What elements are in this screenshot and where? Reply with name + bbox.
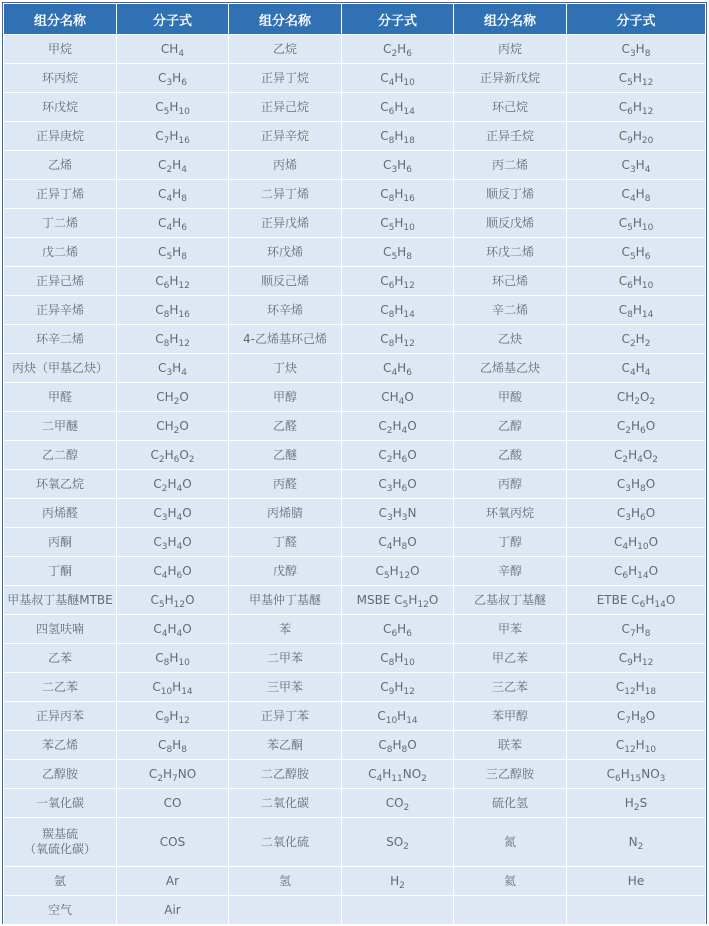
molecular-formula-cell: $C_8H_{16}$: [117, 296, 229, 325]
molecular-formula-cell: $C_9H_{12}$: [342, 673, 454, 702]
molecular-formula-cell: $C_3H_8$: [567, 35, 706, 64]
table-row: [4, 296, 706, 325]
molecular-formula-cell: $C_3H_8O$: [567, 470, 706, 499]
molecular-formula-cell: Air: [117, 896, 229, 925]
component-name-cell: 三乙苯: [454, 673, 567, 702]
table-row: [4, 354, 706, 383]
molecular-formula-cell: $C_4H_{11}NO_2$: [342, 760, 454, 789]
table-row: [4, 93, 706, 122]
table-row: [4, 557, 706, 586]
molecular-formula-cell: $C_4H_{10}O$: [567, 528, 706, 557]
component-name-cell: 正异戊烯: [229, 209, 342, 238]
component-name-cell: 空气: [4, 896, 117, 925]
molecular-formula-cell: $C_2H_6O$: [567, 412, 706, 441]
table-row: [4, 180, 706, 209]
molecular-formula-cell: $C_3H_4O$: [117, 528, 229, 557]
component-name-cell: 环辛二烯: [4, 325, 117, 354]
molecular-formula-cell: MSBE $C_5H_{12}O$: [342, 586, 454, 615]
molecular-formula-cell: COS: [117, 818, 229, 867]
molecular-formula-cell: [567, 896, 706, 925]
component-name-cell: 乙烯基乙炔: [454, 354, 567, 383]
molecular-formula-cell: $CH_2O$: [117, 412, 229, 441]
component-name-cell: 丙烯: [229, 151, 342, 180]
component-name-cell: 丙烷: [454, 35, 567, 64]
molecular-formula-cell: $C_5H_{12}O$: [117, 586, 229, 615]
component-name-cell: 丙酮: [4, 528, 117, 557]
molecular-formula-cell: $C_7H_8O$: [567, 702, 706, 731]
molecular-formula-cell: $C_8H_{12}$: [342, 325, 454, 354]
molecular-formula-cell: $C_5H_8$: [117, 238, 229, 267]
table-body: [4, 35, 706, 925]
component-name-cell: 环戊烯: [229, 238, 342, 267]
component-name-cell: 乙烯: [4, 151, 117, 180]
molecular-formula-cell: $C_8H_8O$: [342, 731, 454, 760]
header-component-name-2: 组分名称: [229, 4, 342, 35]
molecular-formula-cell: $C_4H_6$: [342, 354, 454, 383]
molecular-formula-cell: $C_2H_6O_2$: [117, 441, 229, 470]
molecular-formula-cell: $C_2H_4O$: [342, 412, 454, 441]
component-name-cell: [229, 896, 342, 925]
molecular-formula-cell: $C_{12}H_{18}$: [567, 673, 706, 702]
component-name-cell: 丁醇: [454, 528, 567, 557]
component-name-cell: 丁酮: [4, 557, 117, 586]
component-name-cell: 乙苯: [4, 644, 117, 673]
molecular-formula-cell: $CH_2O$: [117, 383, 229, 412]
molecular-formula-cell: $C_7H_8$: [567, 615, 706, 644]
table-row: [4, 499, 706, 528]
table-row: [4, 867, 706, 896]
component-name-cell: 丁醛: [229, 528, 342, 557]
molecular-formula-cell: $C_5H_6$: [567, 238, 706, 267]
molecular-formula-cell: $C_3H_6O$: [567, 499, 706, 528]
table-row: [4, 673, 706, 702]
molecular-formula-cell: $C_3H_4$: [117, 354, 229, 383]
component-name-cell: 正异丙苯: [4, 702, 117, 731]
component-name-cell: 乙醇: [454, 412, 567, 441]
molecular-formula-cell: $C_4H_6O$: [117, 557, 229, 586]
table-row: [4, 35, 706, 64]
table-row: [4, 267, 706, 296]
molecular-formula-cell: $CH_4O$: [342, 383, 454, 412]
table-row: [4, 238, 706, 267]
molecular-formula-cell: $C_9H_{12}$: [117, 702, 229, 731]
molecular-formula-cell: $C_8H_8$: [117, 731, 229, 760]
molecular-formula-cell: $C_2H_4O$: [117, 470, 229, 499]
component-name-cell: 丙醇: [454, 470, 567, 499]
component-name-cell: 苯甲醇: [454, 702, 567, 731]
component-name-cell: 硫化氢: [454, 789, 567, 818]
molecular-formula-cell: $C_4H_{10}$: [342, 64, 454, 93]
molecular-formula-cell: $C_6H_6$: [342, 615, 454, 644]
component-name-cell: 甲烷: [4, 35, 117, 64]
component-name-cell: 二甲醚: [4, 412, 117, 441]
component-name-cell: 4-乙烯基环己烯: [229, 325, 342, 354]
component-name-cell: 丙炔（甲基乙炔）: [4, 354, 117, 383]
molecular-formula-cell: $C_3H_3N$: [342, 499, 454, 528]
molecular-formula-cell: $C_4H_6$: [117, 209, 229, 238]
table-row: [4, 818, 706, 867]
component-name-cell: 环己烷: [454, 93, 567, 122]
gas-component-table: [3, 3, 706, 925]
component-name-cell: 正异辛烷: [229, 122, 342, 151]
table-row: [4, 470, 706, 499]
component-name-cell: 环氧乙烷: [4, 470, 117, 499]
component-name-cell: 环氧丙烷: [454, 499, 567, 528]
molecular-formula-cell: ETBE $C_6H_{14}O$: [567, 586, 706, 615]
component-name-cell: 丙烯醛: [4, 499, 117, 528]
molecular-formula-cell: $C_9H_{12}$: [567, 644, 706, 673]
component-name-cell: 环戊烷: [4, 93, 117, 122]
component-name-cell: 二氧化硫: [229, 818, 342, 867]
component-name-cell: 正异丁烯: [4, 180, 117, 209]
component-name-cell: 正异庚烷: [4, 122, 117, 151]
component-name-cell: 正异壬烷: [454, 122, 567, 151]
component-name-cell: 氮: [454, 818, 567, 867]
molecular-formula-cell: $C_8H_{14}$: [567, 296, 706, 325]
component-name-cell: 正异丁烷: [229, 64, 342, 93]
molecular-formula-cell: $C_4H_4$: [567, 354, 706, 383]
component-name-cell: 苯: [229, 615, 342, 644]
table-row: [4, 122, 706, 151]
table-row: [4, 325, 706, 354]
molecular-formula-cell: $C_5H_{10}$: [567, 209, 706, 238]
component-name-cell: 环戊二烯: [454, 238, 567, 267]
molecular-formula-cell: $C_{12}H_{10}$: [567, 731, 706, 760]
component-name-cell: 甲基叔丁基醚MTBE: [4, 586, 117, 615]
table-row: [4, 760, 706, 789]
molecular-formula-cell: $C_6H_{10}$: [567, 267, 706, 296]
component-name-cell: 甲醇: [229, 383, 342, 412]
molecular-formula-cell: He: [567, 867, 706, 896]
component-name-cell: 一氧化碳: [4, 789, 117, 818]
component-name-cell: 三乙醇胺: [454, 760, 567, 789]
component-name-cell: 丙二烯: [454, 151, 567, 180]
table-row: [4, 441, 706, 470]
molecular-formula-cell: $C_5H_{12}O$: [342, 557, 454, 586]
molecular-formula-cell: $C_6H_{14}O$: [567, 557, 706, 586]
molecular-formula-cell: $CH_2O_2$: [567, 383, 706, 412]
component-name-cell: 二乙醇胺: [229, 760, 342, 789]
table-row: [4, 615, 706, 644]
component-name-cell: [454, 896, 567, 925]
molecular-formula-cell: $C_5H_8$: [342, 238, 454, 267]
component-name-cell: 丙醛: [229, 470, 342, 499]
molecular-formula-cell: $C_8H_{16}$: [342, 180, 454, 209]
component-name-cell: 甲苯: [454, 615, 567, 644]
table-row: [4, 151, 706, 180]
component-name-cell: 氦: [454, 867, 567, 896]
component-name-cell: 二甲苯: [229, 644, 342, 673]
component-name-cell: 正异己烷: [229, 93, 342, 122]
molecular-formula-cell: $CO_2$: [342, 789, 454, 818]
molecular-formula-cell: $C_{10}H_{14}$: [117, 673, 229, 702]
component-name-cell: 甲醛: [4, 383, 117, 412]
molecular-formula-cell: $C_2H_2$: [567, 325, 706, 354]
table-row: [4, 731, 706, 760]
component-name-cell: 二氧化碳: [229, 789, 342, 818]
molecular-formula-cell: $C_7H_{16}$: [117, 122, 229, 151]
molecular-formula-cell: $C_4H_8$: [567, 180, 706, 209]
molecular-formula-cell: $C_8H_{10}$: [342, 644, 454, 673]
molecular-formula-cell: $C_6H_{14}$: [342, 93, 454, 122]
component-name-cell: 乙烷: [229, 35, 342, 64]
molecular-formula-cell: $C_8H_{18}$: [342, 122, 454, 151]
table-row: [4, 702, 706, 731]
molecular-formula-cell: $C_6H_{15}NO_3$: [567, 760, 706, 789]
component-name-cell: 二异丁烯: [229, 180, 342, 209]
molecular-formula-cell: $C_9H_{20}$: [567, 122, 706, 151]
molecular-formula-cell: CO: [117, 789, 229, 818]
component-name-cell: 顺反丁烯: [454, 180, 567, 209]
molecular-formula-cell: $C_5H_{10}$: [342, 209, 454, 238]
header-formula-2: 分子式: [342, 4, 454, 35]
component-name-cell: 乙醇胺: [4, 760, 117, 789]
molecular-formula-cell: [342, 896, 454, 925]
molecular-formula-cell: $C_8H_{10}$: [117, 644, 229, 673]
table-row: [4, 209, 706, 238]
molecular-formula-cell: $CH_4$: [117, 35, 229, 64]
component-name-cell: 联苯: [454, 731, 567, 760]
table-row: [4, 644, 706, 673]
component-name-cell: 乙醚: [229, 441, 342, 470]
molecular-formula-cell: $SO_2$: [342, 818, 454, 867]
component-name-cell: 环己烯: [454, 267, 567, 296]
header-formula-3: 分子式: [567, 4, 706, 35]
header-row: [4, 4, 706, 35]
component-name-cell: 乙二醇: [4, 441, 117, 470]
component-name-cell: 乙基叔丁基醚: [454, 586, 567, 615]
molecular-formula-cell: $C_8H_{14}$: [342, 296, 454, 325]
molecular-formula-cell: $N_2$: [567, 818, 706, 867]
component-name-cell: 甲乙苯: [454, 644, 567, 673]
molecular-formula-cell: $C_3H_6$: [117, 64, 229, 93]
component-name-cell: 氢: [229, 867, 342, 896]
component-name-cell: 正异己烯: [4, 267, 117, 296]
component-name-cell: 乙醛: [229, 412, 342, 441]
component-name-cell: 环辛烯: [229, 296, 342, 325]
component-name-cell: 乙酸: [454, 441, 567, 470]
component-name-cell: 辛二烯: [454, 296, 567, 325]
table-row: [4, 412, 706, 441]
molecular-formula-cell: $C_2H_4$: [117, 151, 229, 180]
table-row: [4, 383, 706, 412]
table-row: [4, 586, 706, 615]
component-name-cell: 乙炔: [454, 325, 567, 354]
molecular-formula-cell: $C_2H_6O$: [342, 441, 454, 470]
molecular-formula-cell: $C_{10}H_{14}$: [342, 702, 454, 731]
molecular-formula-cell: $C_5H_{12}$: [567, 64, 706, 93]
molecular-formula-cell: $C_3H_4$: [567, 151, 706, 180]
table-row: [4, 896, 706, 925]
molecular-formula-cell: $C_8H_{12}$: [117, 325, 229, 354]
molecular-formula-cell: $C_4H_4O$: [117, 615, 229, 644]
component-name-cell: 苯乙酮: [229, 731, 342, 760]
header-component-name-3: 组分名称: [454, 4, 567, 35]
component-name-cell: 正异辛烯: [4, 296, 117, 325]
molecular-formula-cell: $C_4H_8O$: [342, 528, 454, 557]
component-name-cell: 丁炔: [229, 354, 342, 383]
molecular-formula-cell: $H_2$: [342, 867, 454, 896]
component-name-cell: 正异新戊烷: [454, 64, 567, 93]
molecular-formula-cell: $C_5H_{10}$: [117, 93, 229, 122]
molecular-formula-cell: $C_3H_6O$: [342, 470, 454, 499]
component-name-cell: 甲酸: [454, 383, 567, 412]
component-name-cell: 顺反己烯: [229, 267, 342, 296]
molecular-formula-cell: $C_2H_6$: [342, 35, 454, 64]
molecular-formula-cell: $C_2H_4O_2$: [567, 441, 706, 470]
component-name-cell: 辛醇: [454, 557, 567, 586]
component-name-cell: 丁二烯: [4, 209, 117, 238]
molecular-formula-cell: $C_6H_{12}$: [117, 267, 229, 296]
component-name-cell: 顺反戊烯: [454, 209, 567, 238]
table-row: [4, 528, 706, 557]
component-name-cell: 二乙苯: [4, 673, 117, 702]
component-name-cell: 苯乙烯: [4, 731, 117, 760]
component-name-cell: 戊醇: [229, 557, 342, 586]
component-name-cell: 三甲苯: [229, 673, 342, 702]
molecular-formula-cell: $C_6H_{12}$: [342, 267, 454, 296]
component-name-cell: 甲基仲丁基醚: [229, 586, 342, 615]
component-name-cell: 正异丁苯: [229, 702, 342, 731]
component-name-cell: 氩: [4, 867, 117, 896]
component-name-cell: 丙烯腈: [229, 499, 342, 528]
molecular-formula-cell: $C_2H_7NO$: [117, 760, 229, 789]
table-row: [4, 789, 706, 818]
header-formula-1: 分子式: [117, 4, 229, 35]
molecular-formula-cell: $C_3H_4O$: [117, 499, 229, 528]
molecular-formula-cell: $C_4H_8$: [117, 180, 229, 209]
table-row: [4, 64, 706, 93]
molecular-formula-cell: $C_3H_6$: [342, 151, 454, 180]
component-name-cell: 羰基硫 （氧硫化碳）: [4, 818, 117, 867]
component-name-cell: 环丙烷: [4, 64, 117, 93]
molecular-formula-cell: Ar: [117, 867, 229, 896]
header-component-name-1: 组分名称: [4, 4, 117, 35]
gas-component-table-frame: [2, 2, 707, 924]
molecular-formula-cell: $H_2S$: [567, 789, 706, 818]
component-name-cell: 四氢呋喃: [4, 615, 117, 644]
component-name-cell: 戊二烯: [4, 238, 117, 267]
molecular-formula-cell: $C_6H_{12}$: [567, 93, 706, 122]
